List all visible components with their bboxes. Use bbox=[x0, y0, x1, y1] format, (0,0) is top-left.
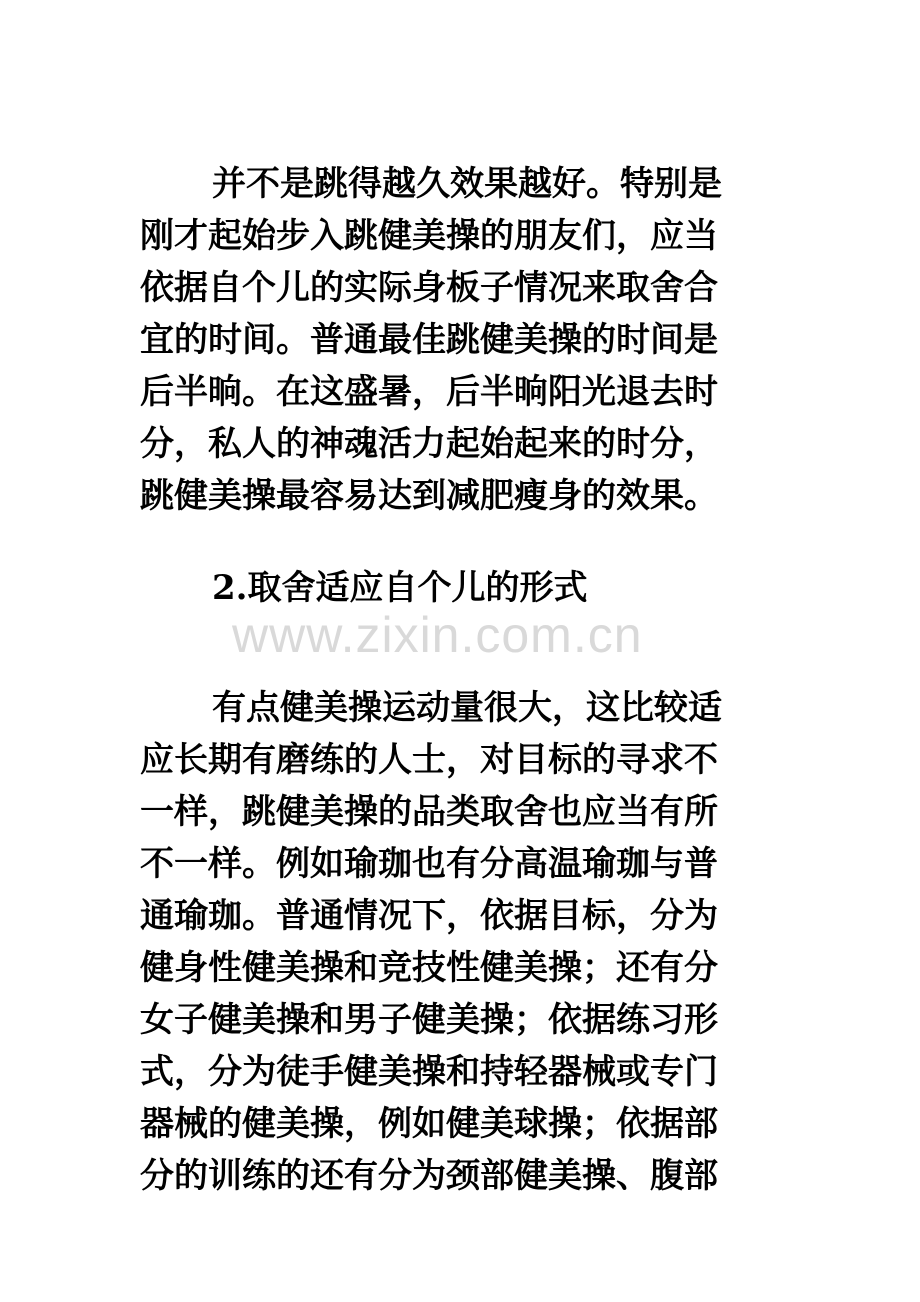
paragraph-line: 一样，跳健美操的品类取舍也应当有所 bbox=[140, 792, 718, 832]
paragraph-line: 器械的健美操，例如健美球操；依据部 bbox=[140, 1104, 718, 1144]
paragraph-line: 有点健美操运动量很大，这比较适 bbox=[212, 688, 722, 728]
paragraph-line: 依据自个儿的实际身板子情况来取舍合 bbox=[140, 268, 718, 308]
paragraph-line: 不一样。例如瑜珈也有分高温瑜珈与普 bbox=[140, 844, 718, 884]
section-heading-text: 2.取舍适应自个儿的形式 bbox=[212, 568, 588, 608]
paragraph-line: 宜的时间。普通最佳跳健美操的时间是 bbox=[140, 320, 718, 360]
paragraph-line: 健身性健美操和竞技性健美操；还有分 bbox=[140, 948, 718, 988]
paragraph-line: 分的训练的还有分为颈部健美操、腹部 bbox=[140, 1156, 718, 1196]
paragraph-2 bbox=[140, 682, 780, 1202]
paragraph-line: 跳健美操最容易达到减肥瘦身的效果。 bbox=[140, 476, 718, 516]
paragraph-1 bbox=[140, 158, 780, 522]
paragraph-line: 分，私人的神魂活力起始起来的时分， bbox=[140, 424, 718, 464]
paragraph-line: 女子健美操和男子健美操；依据练习形 bbox=[140, 1000, 718, 1040]
watermark: www.zixin.com.cn bbox=[232, 607, 643, 663]
paragraph-line: 后半晌。在这盛暑，后半晌阳光退去时 bbox=[140, 372, 718, 412]
paragraph-line: 式，分为徒手健美操和持轻器械或专门 bbox=[140, 1052, 718, 1092]
section-heading bbox=[140, 562, 780, 614]
paragraph-line: 应长期有磨练的人士，对目标的寻求不 bbox=[140, 740, 718, 780]
paragraph-line: 通瑜珈。普通情况下，依据目标，分为 bbox=[140, 896, 718, 936]
paragraph-line: 并不是跳得越久效果越好。特别是 bbox=[212, 164, 722, 204]
paragraph-line: 刚才起始步入跳健美操的朋友们，应当 bbox=[140, 216, 718, 256]
